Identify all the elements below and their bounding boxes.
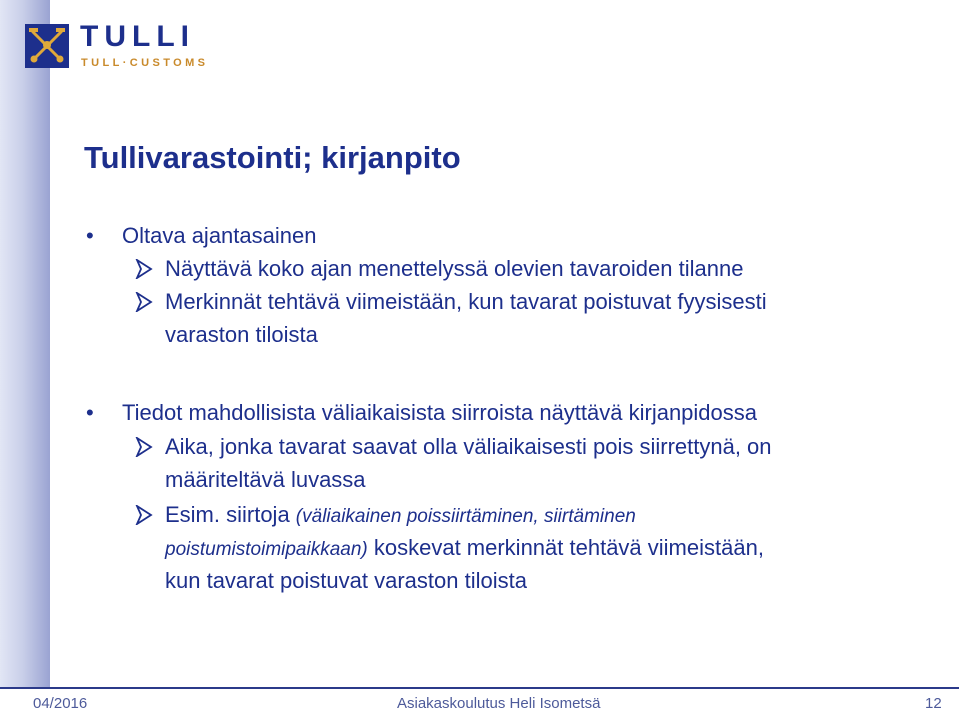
bullet-dot: • <box>86 400 94 425</box>
bullet-dot: • <box>86 223 94 248</box>
customs-emblem-icon <box>25 24 69 68</box>
bullet-text: Oltava ajantasainen <box>122 223 317 248</box>
sub-bullet-text: varaston tiloista <box>165 322 318 347</box>
footer-presenter: Asiakaskoulutus Heli Isometsä <box>397 695 601 712</box>
arrow-bullet-icon <box>135 505 153 525</box>
sub-bullet-text: Aika, jonka tavarat saavat olla väliaikaisesti pois siirrettynä, on <box>165 434 772 459</box>
arrow-bullet-icon <box>135 437 153 457</box>
sub-bullet-line <box>165 498 636 533</box>
slide-title: Tullivarastointi; kirjanpito <box>84 140 461 175</box>
page-number: 12 <box>925 695 942 712</box>
footer-divider <box>0 687 959 689</box>
sidebar-gradient <box>0 0 50 688</box>
sub-bullet-italic: (väliaikainen poissiirtäminen, siirtäminen <box>295 506 636 527</box>
sub-bullet-text: Esim. siirtoja <box>165 502 296 527</box>
sub-bullet-italic: poistumistoimipaikkaan) <box>165 539 368 560</box>
logo-title: TULLI <box>80 20 195 53</box>
arrow-bullet-icon <box>135 292 153 312</box>
footer-date: 04/2016 <box>33 695 88 712</box>
sub-bullet-text: koskevat merkinnät tehtävä viimeistään, <box>367 535 764 560</box>
sub-bullet-text: kun tavarat poistuvat varaston tiloista <box>165 568 527 593</box>
arrow-bullet-icon <box>135 259 153 279</box>
sub-bullet-line <box>165 531 764 566</box>
bullet-text: Tiedot mahdollisista väliaikaisista siirroista näyttävä kirjanpidossa <box>122 400 758 425</box>
sub-bullet-text: Näyttävä koko ajan menettelyssä olevien tavaroiden tilanne <box>165 256 744 281</box>
sub-bullet-text: Merkinnät tehtävä viimeistään, kun tavarat poistuvat fyysisesti <box>165 289 767 314</box>
sub-bullet-text: määriteltävä luvassa <box>165 467 366 492</box>
logo-subtitle: TULL·CUSTOMS <box>81 57 209 69</box>
